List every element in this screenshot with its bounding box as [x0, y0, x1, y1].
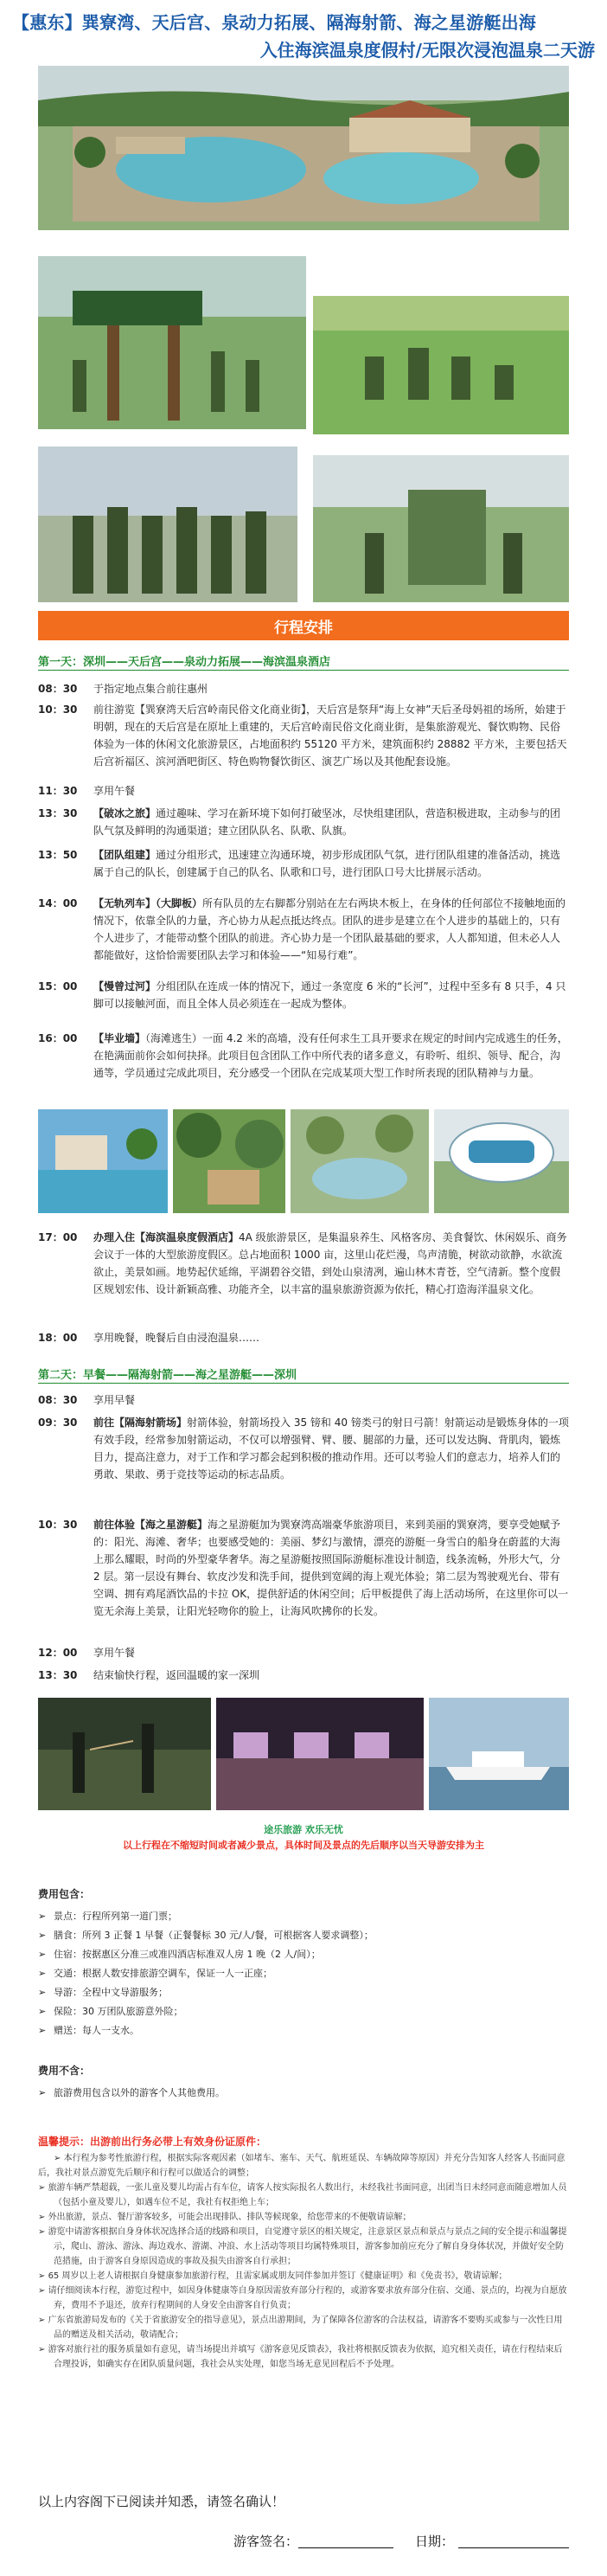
- list-item: ➢ 景点：行程所列第一道门票；: [38, 1907, 569, 1926]
- time: 16：00: [38, 1032, 78, 1044]
- resort-aerial-photo: [38, 66, 569, 230]
- tips-heading: 温馨提示：出游前出行务必带上有效身份证原件：: [38, 2136, 267, 2148]
- time: 13：30: [38, 807, 78, 819]
- hotel-pool-photo: [38, 1109, 168, 1213]
- list-item: ➢ 交通：根据人数安排旅游空调车，保证一人一正座；: [38, 1964, 569, 1983]
- list-item: ➢ 广东省旅游局发布的《关于省旅游安全的指导意见》，景点出游期间，为了保障各位游客的合法权益，请游客不要购买或参与一次性日用品的赠送及相关活动，敬请配合；: [38, 2316, 563, 2340]
- date-label: 日期：: [415, 2534, 455, 2549]
- page-subtitle: 入住海滨温泉度假村/无限次浸泡温泉二天游: [259, 40, 595, 61]
- list-item: ➢ 游览中请游客根据自身身体状况选择合适的线路和项目，自觉遵守景区的相关规定，注意景区景点和景点与景点之间的安全提示和温馨提示，爬山、游泳、游泳、海边戏水、游湖、冲浪、水上活动等项目均属特殊项目，游客参加前应充分了解自身身体状况，并做好安全防范措施，由于游客自身原因造成的事故及损失由游客自行承担；: [38, 2227, 567, 2266]
- day2-item: [38, 1414, 569, 1509]
- time: 17：00: [38, 1231, 78, 1243]
- list-item: ➢ 膳食：所列 3 正餐 1 早餐（正餐餐标 30 元/人/餐，可根据客人要求调整）；: [38, 1926, 569, 1945]
- activity-name: 【团队组建】: [93, 849, 157, 861]
- description: 享用晚餐，晚餐后自由浸泡温泉……: [93, 1332, 260, 1344]
- schedule-notice: 以上行程在不缩短时间或者减少景点，具体时间及景点的先后顺序以当天导游安排为主: [123, 1840, 484, 1851]
- date-field[interactable]: [458, 2547, 569, 2548]
- time: 14：00: [38, 897, 78, 909]
- list-item: ➢ 65 周岁以上老人请根据自身健康参加旅游行程，且需家属或朋友同伴参加并签订《健康证明》和《免责书》，敬请谅解；: [38, 2271, 508, 2281]
- description: 于指定地点集合前往惠州: [93, 683, 208, 695]
- tagline: 途乐旅游 欢乐无忧: [264, 1824, 343, 1835]
- list-item: ➢ 外出旅游，景点、餐厅游客较多，可能会出现排队、排队等候现象，给您带来的不便敬请谅解；: [38, 2213, 412, 2222]
- fees-included-heading: 费用包含：: [38, 1888, 91, 1900]
- description: （海滩逃生）一面 4.2 米的高墙，没有任何求生工具开要求在规定的时间内完成逃生的任务，在艳满面前你会如何抉择。此项目包含团队工作中所代表的诸多意义，有聆听、组织、领导、配合，沟通等，学员通过完成此项目，充分感受一个团队在完成某项大型工作时所表现的团队精神与力量。: [93, 1032, 568, 1079]
- list-item: ➢ 请仔细阅读本行程，游览过程中，如因身体健康等自身原因需放弃部分行程的，或游客要求放弃部分住宿、交通、景点的，均视为自愿放弃，费用不予退还，放弃行程期间的人身安全由游客自行负责；: [38, 2286, 567, 2310]
- arrow-icon: ➢: [38, 1930, 47, 1941]
- list-item: ➢ 赠送：每人一支水。: [38, 2021, 569, 2040]
- time: 10：30: [38, 1519, 78, 1531]
- arrow-icon: ➢: [38, 2316, 48, 2325]
- time: 15：00: [38, 980, 78, 992]
- arrow-icon: ➢: [38, 1987, 47, 1998]
- day1-divider: [38, 670, 569, 671]
- arrow-icon: ➢: [38, 2006, 47, 2017]
- arrow-icon: ➢: [38, 2213, 48, 2222]
- arrow-icon: ➢: [38, 2183, 48, 2193]
- team-photo-obstacle: [38, 256, 306, 429]
- description: 射箭体验，射箭场投入 35 镑和 40 镑类弓的射日弓箭！射箭运动是锻炼身体的一项有效手段，经常参加射箭运动，不仅可以增强臂、臂、腰、腿部的力量，还可以发达胸、背肌肉，锻炼目力，提高注意力，对于工作和学习都会起到积极的推动作用。还可以考验人们的意志力，培养人们的勇敢、果敢、勇于竞技等运动的标志品质。: [93, 1416, 569, 1481]
- fees-excluded-heading: 费用不含：: [38, 2065, 91, 2077]
- list-item: ➢ 游客对旅行社的服务质量如有意见，请当场提出并填写《游客意见反馈表》，我社将根据反馈表为依据，追究相关责任，请在行程结束后合理投诉，如确实存在团队质量问题，我社会从实处理，如您当场无意见回程后不予处理。: [38, 2345, 563, 2369]
- activity-name: 前往体验【海之星游艇】: [93, 1519, 208, 1531]
- time: 10：30: [38, 703, 78, 716]
- fees-excluded-list: [38, 2084, 569, 2103]
- description: 通过分组形式，迅速建立沟通环境，初步形成团队气氛，进行团队组建的准备活动，挑选属于自己的队长，创建属于自己的队名、队歌和口号，进行团队口号大比拼展示活动。: [93, 849, 561, 878]
- team-photo-group: [38, 446, 297, 602]
- description: 享用午餐: [93, 1647, 136, 1659]
- activity-name: 前往【隔海射箭场】: [93, 1416, 188, 1429]
- hotel-spa-photo: [291, 1109, 429, 1213]
- description: 享用早餐: [93, 1394, 136, 1406]
- schedule-banner: 行程安排: [38, 611, 569, 640]
- tips-intro: ➢ 本行程为参考性旅游行程，根据实际客观因素（如堵车、塞车、天气、航班延误、车辆故障等原因）并充分告知客人经客人书面同意后，我社对景点游览先后顺序和行程可以做适合的调整；: [38, 2154, 565, 2178]
- activity-name: 办理入住【海滨温泉度假酒店】: [93, 1231, 240, 1243]
- arrow-icon: ➢: [38, 2271, 48, 2281]
- arrow-icon: ➢: [38, 2025, 47, 2036]
- day1-item: [38, 1229, 569, 1315]
- description: 通过趣味、学习在新环境下如何打破坚冰，尽快组建团队，营造积极进取，主动参与的团队气氛及鲜明的沟通渠道；建立团队队名、队歌、队旗。: [93, 807, 561, 837]
- archery-photo: [38, 1698, 211, 1810]
- description: 所有队员的左右脚都分别站在左右两块木板上，在身体的任何部位不接触地面的情况下，依靠全队的力量，齐心协力从起点抵达终点。团队的进步是建立在个人进步的基础上的，只有个人进步了，才能带动整个团队的前进。齐心协力是一个团队最基础的要求，人人都知道，但未必人人都能做好，这恰恰需要团队去学习和体验——“知易行难”。: [93, 897, 566, 961]
- description: 前往游览【巽寮湾天后宫岭南民俗文化商业街】，天后宫是祭拜“海上女神”天后圣母妈祖的场所，始建于明朝，现在的天后宫是在原址上重建的，天后宫岭南民俗文化商业街，是集旅游观光、餐饮购物、民俗体验为一体的休闲文化旅游景区，占地面积约 55120 平方米，建筑面积约 28882 平方米，主要包括天后宫祈福区、滨河酒吧街区、特色购物餐饮街区、演艺广场以及其他配套设施。: [93, 703, 567, 768]
- activity-name: 【破冰之旅】: [93, 807, 157, 819]
- time: 18：00: [38, 1332, 78, 1344]
- day1-item: [38, 846, 569, 884]
- time: 09：30: [38, 1416, 78, 1429]
- page-title: 【惠东】巽寮湾、天后宫、泉动力拓展、隔海射箭、海之星游艇出海: [12, 12, 536, 33]
- description: 结束愉快行程，返回温暖的家一深圳: [93, 1669, 260, 1681]
- description: 享用午餐: [93, 785, 136, 797]
- time: 08：30: [38, 683, 78, 695]
- list-item: ➢ 保险：30 万团队旅游意外险；: [38, 2002, 569, 2021]
- list-item: ➢ 住宿：按据惠区分准三或准四酒店标准双人房 1 晚（2 人/间）；: [38, 1945, 569, 1964]
- signature-field[interactable]: [298, 2547, 393, 2548]
- time: 12：00: [38, 1647, 78, 1659]
- arrow-icon: ➢: [38, 1911, 47, 1922]
- arrow-icon: ➢: [38, 1949, 47, 1960]
- activity-name: 【毕业墙】: [93, 1032, 146, 1044]
- description: 4A 级旅游景区，是集温泉养生、风格客房、美食餐饮、休闲娱乐、商务会议于一体的大型旅游度假区。总占地面积 1000 亩，这里山花烂漫，鸟声清脆，树欲动欲静，水欲流欲止，美景如画。地势起伏延绵，平湖碧谷交错，到处山泉清冽，遍山林木青苍，空气清新。整个度假区规划宏伟、设计新颖高雅、功能齐全，以丰富的温泉旅游资源为依托，精心打造海洋温泉文化。: [93, 1231, 567, 1295]
- arrow-icon: ➢: [38, 2227, 48, 2237]
- arrow-icon: ➢: [38, 2087, 47, 2098]
- day1-item: [38, 701, 569, 770]
- time: 11：30: [38, 785, 78, 797]
- confirm-text: 以上内容阁下已阅读并知悉，请签名确认！: [38, 2494, 285, 2509]
- activity-name: 【慢曾过河】: [93, 980, 157, 992]
- day1-item: [38, 1030, 569, 1087]
- team-photo-wall: [313, 455, 569, 602]
- day2-item: [38, 1516, 569, 1637]
- time: 08：30: [38, 1394, 78, 1406]
- day1-title: 第一天：深圳——天后宫——泉动力拓展——海滨温泉酒店: [38, 656, 331, 669]
- time: 13：50: [38, 849, 78, 861]
- signature-label: 游客签名：: [233, 2534, 299, 2549]
- list-item: ➢ 旅游车辆严禁超载，一张儿童及婴儿均需占有车位，请客人按实际报名人数出行，未经我社书面同意，出团当日未经同意而随意增加人员（包括小童及婴儿），如遇车位不足，我社有权拒绝上车；: [38, 2183, 567, 2207]
- list-item: ➢ 旅游费用包含以外的游客个人其他费用。: [38, 2084, 569, 2103]
- arrow-icon: ➢: [38, 2286, 48, 2296]
- day1-item: [38, 805, 569, 843]
- description: 海之星游艇加为巽寮湾高端豪华旅游项目，来到美丽的巽寮湾，要享受她赋予的：阳光、海滩、奢华；也要感受她的：美丽、梦幻与激情，漂亮的游艇一身雪白的船身在蔚蓝的大海上那么耀眼，时尚的外型豪华奢华。海之星游艇按照国际游艇标准设计制造，线条流畅，外形大气，分 2 层。第一层设有舞台、软皮沙发和洗手间，提供到宽阔的海上观光体验；第二层为驾驶观光台、带有空调、拥有鸡尾酒饮品的卡拉 OK，提供舒适的休闲空间；后甲板提供了海上活动场所，在这里你可以一览无余海上美景，让阳光轻吻你的脸上，让海风吹拂你的长发。: [93, 1519, 569, 1617]
- yacht-interior-photo: [216, 1698, 424, 1810]
- day2-divider: [38, 1383, 569, 1384]
- tips-body: [38, 2151, 569, 2372]
- yacht-photo: [429, 1698, 569, 1810]
- day1-item: [38, 978, 569, 1016]
- day1-item: [38, 895, 569, 967]
- hotel-garden-photo: [173, 1109, 285, 1213]
- day2-title: 第二天：早餐——隔海射箭——海之星游艇——深圳: [38, 1369, 297, 1382]
- arrow-icon: ➢: [38, 1968, 47, 1979]
- arrow-icon: ➢: [54, 2154, 64, 2163]
- hotel-logo-photo: [434, 1109, 569, 1213]
- activity-name: 【无轨列车】（大脚板）: [93, 897, 203, 909]
- time: 13：30: [38, 1669, 78, 1681]
- list-item: ➢ 导游：全程中文导游服务；: [38, 1983, 569, 2002]
- team-photo-field: [313, 296, 569, 434]
- description: 分组团队在连成一体的情况下，通过一条宽度 6 米的“长河”，过程中至多有 8 只手，4 只脚可以接触河面，而且全体人员必须连在一起成为整体。: [93, 980, 566, 1010]
- arrow-icon: ➢: [38, 2345, 48, 2354]
- fees-included-list: [38, 1907, 569, 2040]
